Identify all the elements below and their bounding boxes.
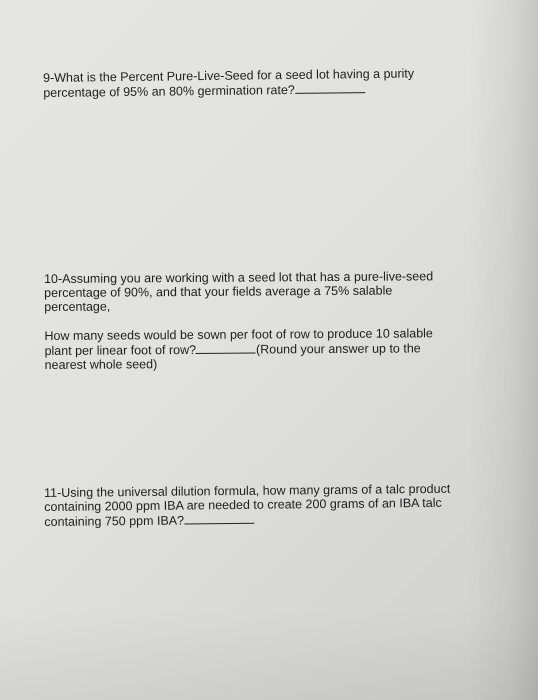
question-11-line-2: containing 2000 ppm IBA are needed to create 200 grams of an IBA talc [44, 495, 442, 514]
question-10-sub-line-2-after: (Round your answer up to the [255, 341, 421, 357]
question-10-sub-line-2-before: plant per linear foot of row? [44, 342, 197, 358]
paper-shadow-right [468, 0, 538, 700]
question-10-line-3: percentage, [44, 299, 111, 314]
question-9-line-1: 9-What is the Percent Pure-Live-Seed for a seed lot having a purity [43, 66, 415, 85]
answer-blank-11[interactable] [184, 512, 254, 525]
question-10-sub-line-2 [44, 340, 464, 358]
question-11-line-1: 11-Using the universal dilution formula, how many grams of a talc product [44, 481, 451, 500]
paper-shadow-bottom [0, 610, 538, 700]
question-10-line-1: 10-Assuming you are working with a seed lot that has a pure-live-seed [44, 269, 434, 286]
question-10-line-2: percentage of 90%, and that your fields average a 75% salable [44, 283, 393, 300]
question-9 [43, 66, 463, 100]
answer-blank-10[interactable] [196, 342, 256, 354]
question-10 [44, 269, 465, 372]
answer-blank-9[interactable] [295, 81, 365, 94]
question-9-line-2-text: percentage of 95% an 80% germination rate? [43, 82, 295, 100]
question-10-sub-line-1: How many seeds would be sown per foot of row to produce 10 salable [44, 326, 433, 343]
question-11 [44, 482, 464, 529]
question-11-line-3 [44, 510, 464, 529]
question-10-sub-line-3: nearest whole seed) [44, 357, 158, 372]
question-11-line-3-text: containing 750 ppm IBA? [44, 513, 185, 529]
